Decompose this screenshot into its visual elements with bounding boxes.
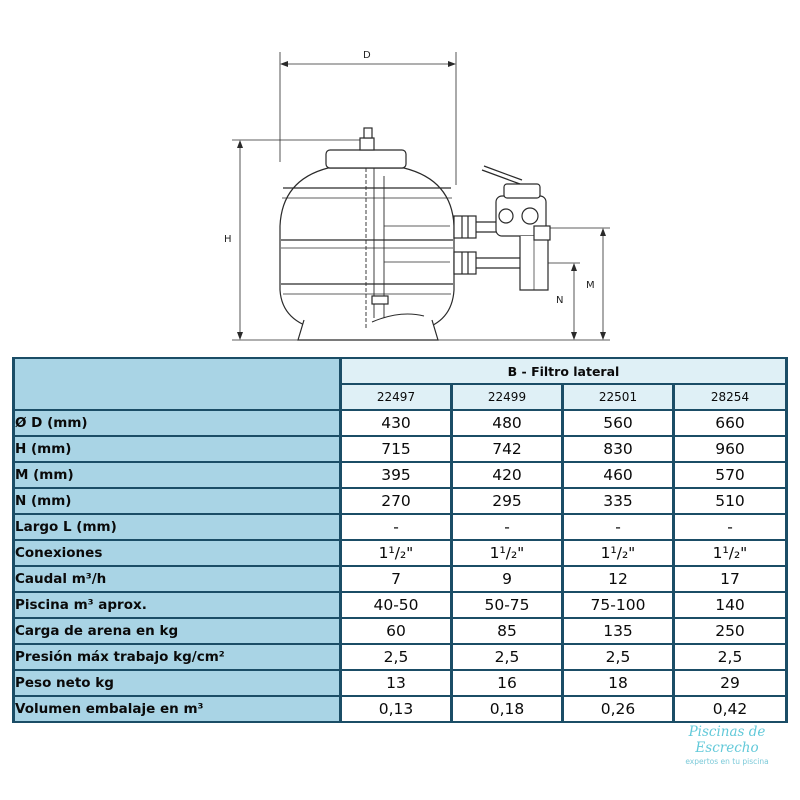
table-cell: 715 [342, 437, 450, 461]
model-header: 22501 [564, 385, 672, 409]
table-cell: 2,5 [675, 645, 785, 669]
filter-technical-drawing [0, 0, 800, 352]
dimension-n-label: N [556, 295, 564, 306]
table-cell: 50-75 [453, 593, 561, 617]
table-cell: 60 [342, 619, 450, 643]
table-cell: 480 [453, 411, 561, 435]
table-cell: 395 [342, 463, 450, 487]
table-cell: - [675, 515, 785, 539]
table-cell: 2,5 [564, 645, 672, 669]
model-header: 28254 [675, 385, 785, 409]
watermark-logo [656, 724, 798, 766]
table-row [15, 671, 785, 695]
table-row [15, 411, 785, 435]
table-cell: 0,18 [453, 697, 561, 721]
table-cell: 510 [675, 489, 785, 513]
table-cell: 0,26 [564, 697, 672, 721]
row-label: Conexiones [15, 541, 339, 565]
table-cell: - [453, 515, 561, 539]
table-row [15, 697, 785, 721]
table-cell: 85 [453, 619, 561, 643]
table-cell: 270 [342, 489, 450, 513]
table-cell: 430 [342, 411, 450, 435]
model-header: 22497 [342, 385, 450, 409]
row-label: Ø D (mm) [15, 411, 339, 435]
table-cell: 12 [564, 567, 672, 591]
table-cell: 1¹/₂" [675, 541, 785, 565]
table-cell: 1¹/₂" [564, 541, 672, 565]
table-cell: 295 [453, 489, 561, 513]
table-cell: 560 [564, 411, 672, 435]
specs-table [12, 357, 788, 723]
table-cell: 135 [564, 619, 672, 643]
row-label: N (mm) [15, 489, 339, 513]
table-cell: 17 [675, 567, 785, 591]
dimension-m-label: M [586, 280, 595, 291]
table-cell: 250 [675, 619, 785, 643]
table-cell: 40-50 [342, 593, 450, 617]
table-cell: - [342, 515, 450, 539]
table-row [15, 593, 785, 617]
table-cell: 830 [564, 437, 672, 461]
table-cell: 7 [342, 567, 450, 591]
row-label: H (mm) [15, 437, 339, 461]
table-cell: 742 [453, 437, 561, 461]
table-row [15, 619, 785, 643]
table-row [15, 645, 785, 669]
table-cell: 2,5 [453, 645, 561, 669]
row-label: Carga de arena en kg [15, 619, 339, 643]
table-cell: 75-100 [564, 593, 672, 617]
row-label: Caudal m³/h [15, 567, 339, 591]
table-cell: 2,5 [342, 645, 450, 669]
table-row [15, 541, 785, 565]
row-label: M (mm) [15, 463, 339, 487]
table-cell: 29 [675, 671, 785, 695]
table-cell: 420 [453, 463, 561, 487]
table-row [15, 463, 785, 487]
row-label: Largo L (mm) [15, 515, 339, 539]
row-label: Presión máx trabajo kg/cm² [15, 645, 339, 669]
dimension-h-label: H [224, 234, 232, 245]
table-cell: 335 [564, 489, 672, 513]
table-cell: 1¹/₂" [342, 541, 450, 565]
watermark-title: Piscinas de Escrecho [688, 724, 766, 756]
row-label: Volumen embalaje en m³ [15, 697, 339, 721]
watermark-subtitle: expertos en tu piscina [685, 757, 769, 766]
table-cell: 660 [675, 411, 785, 435]
table-cell: 0,13 [342, 697, 450, 721]
table-corner [15, 359, 339, 409]
model-header: 22499 [453, 385, 561, 409]
table-cell: 18 [564, 671, 672, 695]
row-label: Piscina m³ aprox. [15, 593, 339, 617]
table-cell: 1¹/₂" [453, 541, 561, 565]
table-cell: 13 [342, 671, 450, 695]
table-cell: 16 [453, 671, 561, 695]
table-cell: 570 [675, 463, 785, 487]
table-group-header: B - Filtro lateral [342, 359, 785, 383]
table-cell: 9 [453, 567, 561, 591]
table-cell: 140 [675, 593, 785, 617]
row-label: Peso neto kg [15, 671, 339, 695]
table-row [15, 489, 785, 513]
table-row [15, 437, 785, 461]
table-row [15, 567, 785, 591]
table-cell: 0,42 [675, 697, 785, 721]
table-cell: 460 [564, 463, 672, 487]
table-row [15, 515, 785, 539]
table-cell: 960 [675, 437, 785, 461]
dimension-d-label: D [363, 50, 371, 61]
table-cell: - [564, 515, 672, 539]
